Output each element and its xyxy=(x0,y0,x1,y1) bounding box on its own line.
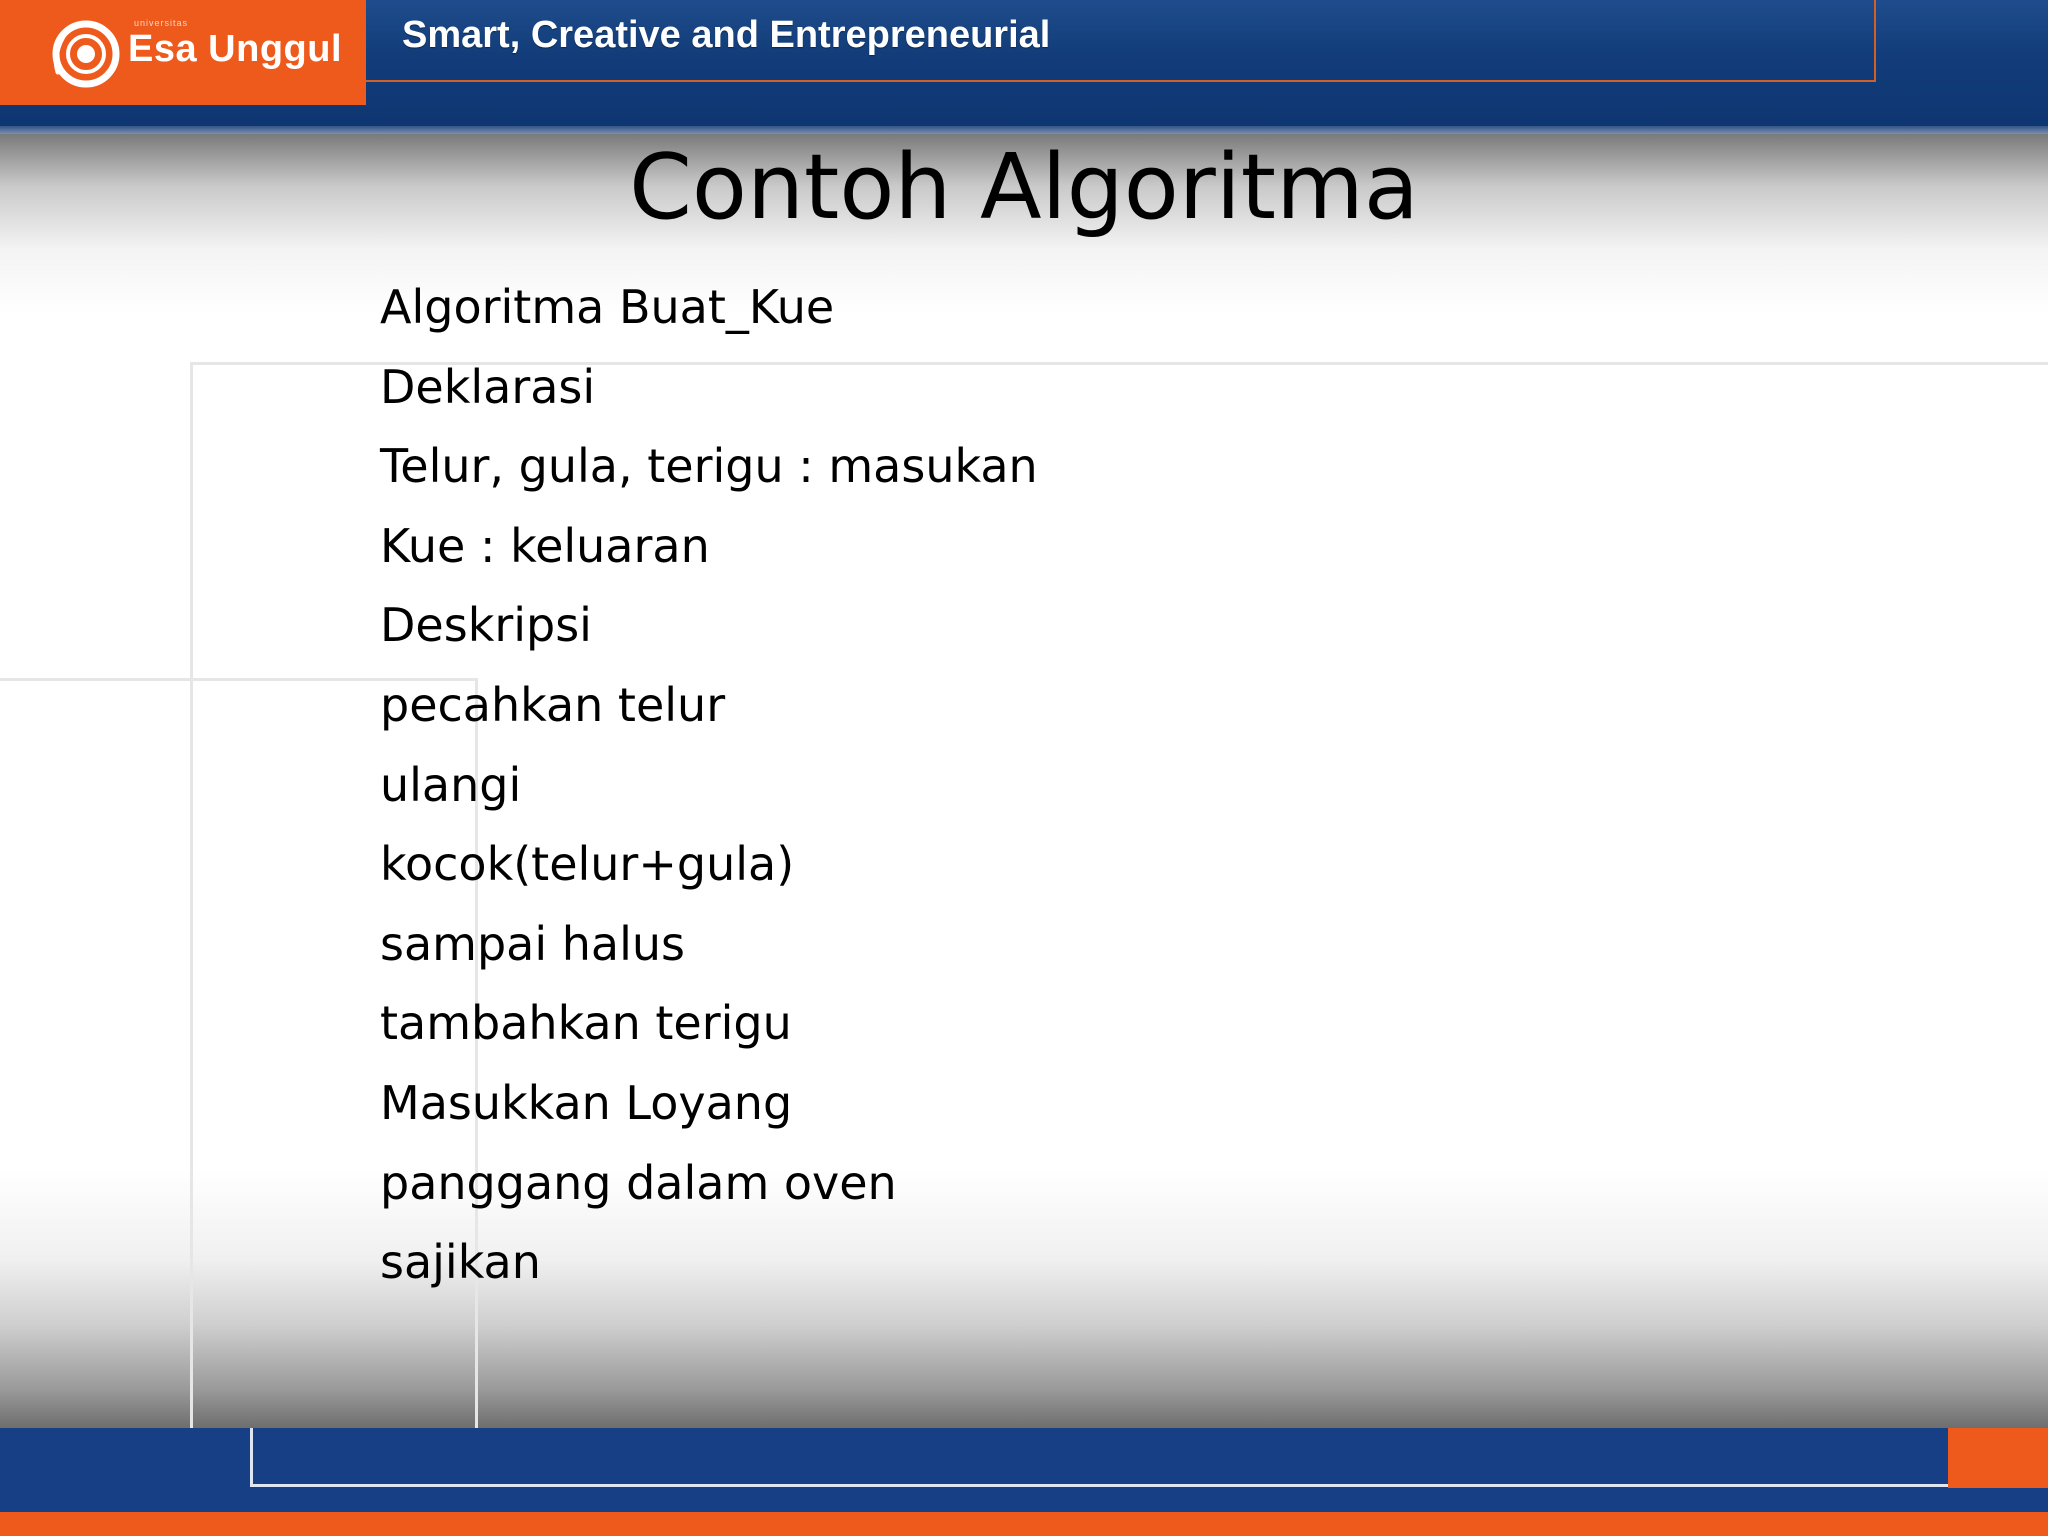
slide-title: Contoh Algoritma xyxy=(629,135,1419,240)
header-bar xyxy=(0,0,2048,134)
logo-subtitle: universitas xyxy=(134,18,189,28)
footer-line xyxy=(250,1428,253,1487)
tagline-underline xyxy=(366,80,1876,82)
algorithm-line: Kue : keluaran xyxy=(380,518,710,573)
algorithm-line: kocok(telur+gula) xyxy=(380,837,795,892)
algorithm-lines xyxy=(380,268,1038,1303)
esa-unggul-logo-icon xyxy=(44,12,128,96)
logo-block xyxy=(0,0,366,105)
algorithm-line: Deskripsi xyxy=(380,598,592,653)
tagline-rightcap xyxy=(1874,0,1876,82)
algorithm-line: sampai halus xyxy=(380,916,685,971)
logo-text: Esa Unggul xyxy=(128,28,343,70)
algorithm-line: Telur, gula, terigu : masukan xyxy=(380,439,1038,494)
footer-line xyxy=(250,1484,1948,1487)
algorithm-line: tambahkan terigu xyxy=(380,996,792,1051)
algorithm-line: sajikan xyxy=(380,1235,541,1290)
algorithm-line: panggang dalam oven xyxy=(380,1155,897,1210)
footer-accent xyxy=(1948,1428,2048,1488)
algorithm-line: ulangi xyxy=(380,757,522,812)
algorithm-line: Algoritma Buat_Kue xyxy=(380,280,835,334)
footer-orange-strip xyxy=(0,1512,2048,1536)
header-tagline: Smart, Creative and Entrepreneurial xyxy=(402,14,1051,56)
algorithm-line: pecahkan telur xyxy=(380,677,726,732)
algorithm-line: Deklarasi xyxy=(380,359,596,414)
decor-line xyxy=(190,362,193,1428)
algorithm-line: Masukkan Loyang xyxy=(380,1075,793,1130)
